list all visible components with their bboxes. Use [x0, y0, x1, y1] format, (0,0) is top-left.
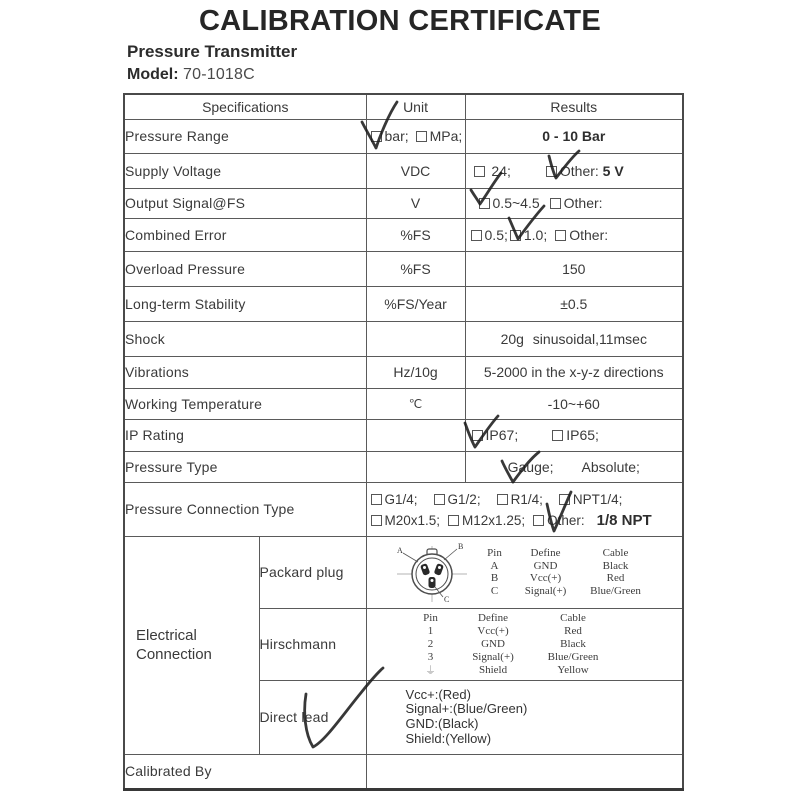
checkbox-option-r14: R1/4; [497, 492, 543, 507]
spec-label: Supply Voltage [124, 153, 366, 188]
checkbox-icon [555, 230, 566, 241]
spec-label: Pressure Type [124, 451, 366, 482]
spec-label: Combined Error [124, 218, 366, 251]
specifications-table [123, 93, 684, 791]
row-working-temperature [124, 388, 683, 419]
checkbox-icon [471, 230, 482, 241]
model-value: 70-1018C [183, 66, 255, 83]
result-value: 0 - 10 Bar [465, 119, 683, 153]
row-supply-voltage [124, 153, 683, 188]
direct-lead-wiring: Vcc+:(Red) Signal+:(Blue/Green) GND:(Black) Shield:(Yellow) [405, 686, 528, 746]
unit-value: Hz/10g [366, 356, 465, 388]
packard-plug-diagram [391, 540, 473, 604]
row-vibrations [124, 356, 683, 388]
checkbox-icon [497, 494, 508, 505]
checkbox-icon [510, 230, 521, 241]
checkbox-option-05: 0.5; [471, 227, 508, 243]
model-line [127, 66, 255, 84]
unit-empty [366, 419, 465, 451]
spec-label: Shock [124, 321, 366, 356]
row-longterm-stability [124, 286, 683, 321]
spec-label: Working Temperature [124, 388, 366, 419]
checkbox-icon [559, 494, 570, 505]
row-output-signal [124, 188, 683, 218]
spec-label: IP Rating [124, 419, 366, 451]
row-overload-pressure [124, 251, 683, 286]
unit-value: V [366, 188, 465, 218]
checkbox-option-other: Other: [533, 513, 585, 528]
row-packard-plug [124, 536, 683, 608]
spec-label: Long-term Stability [124, 286, 366, 321]
option-gauge: Gauge; [507, 458, 554, 475]
checkbox-option-ip65: IP65; [552, 427, 599, 443]
row-ip-rating [124, 419, 683, 451]
checkbox-option-10: 1.0; [510, 227, 547, 243]
checkbox-icon [448, 515, 459, 526]
spec-label: Overload Pressure [124, 251, 366, 286]
direct-lead-label: Direct lead [259, 680, 366, 754]
hirschmann-pinout-table: Pin Define Cable 1 Vcc(+) Red 2 GND Black 3 Signal(+) Blue/Green ⏚ Shield Yellow [411, 612, 683, 677]
pin-label-b: B [457, 542, 463, 551]
row-combined-error [124, 218, 683, 251]
row-pressure-connection [124, 482, 683, 536]
header-specifications: Specifications [124, 94, 366, 119]
unit-empty [366, 451, 465, 482]
unit-value: %FS [366, 251, 465, 286]
ground-symbol: ⏚ [425, 663, 437, 677]
electrical-connection-label: Electrical Connection [136, 626, 212, 663]
checkbox-option-g14: G1/4; [371, 492, 418, 507]
checkbox-option-0545: 0.5~4.5 [479, 195, 540, 211]
spec-label: Pressure Connection Type [124, 482, 366, 536]
checkbox-icon [371, 515, 382, 526]
checkbox-option-bar: bar; [371, 128, 409, 144]
checkbox-icon [552, 430, 563, 441]
result-value: 20g sinusoidal,11msec [465, 321, 683, 356]
calibrated-by-label: Calibrated By [124, 754, 366, 789]
other-value: 5 V [602, 162, 624, 179]
unit-value [366, 321, 465, 356]
checkbox-icon [371, 494, 382, 505]
model-label: Model: [127, 66, 179, 83]
row-calibrated-by [124, 754, 683, 789]
packard-plug-label: Packard plug [259, 536, 366, 608]
result-value: ±0.5 [465, 286, 683, 321]
checkbox-option-other: Other: 5 V [546, 163, 624, 179]
result-value: 150 [465, 251, 683, 286]
unit-value: %FS/Year [366, 286, 465, 321]
checkbox-icon [472, 430, 483, 441]
connection-options-line2 [371, 512, 683, 529]
pin-label-c: C [443, 595, 449, 604]
checkbox-icon [533, 515, 544, 526]
checkbox-option-mpa: MPa; [416, 128, 463, 144]
checkbox-option-ip67: IP67; [472, 427, 519, 443]
checkbox-icon [416, 131, 427, 142]
option-absolute: Absolute; [581, 458, 640, 475]
packard-pinout-table: Pin Define Cable A GND Black B Vcc(+) Red C Signal(+) Blue/Green [487, 547, 641, 597]
checkbox-icon [546, 166, 557, 177]
spec-label: Output Signal@FS [124, 188, 366, 218]
checkbox-option-m12: M12x1.25; [448, 513, 525, 528]
unit-value: VDC [366, 153, 465, 188]
row-pressure-type [124, 451, 683, 482]
checkbox-icon [479, 198, 490, 209]
header-results: Results [465, 94, 683, 119]
header-unit: Unit [366, 94, 465, 119]
checkbox-option-m20: M20x1.5; [371, 513, 441, 528]
checkbox-icon [474, 166, 485, 177]
table-header-row [124, 94, 683, 119]
checkbox-option-other: Other: [550, 195, 603, 211]
product-subtitle: Pressure Transmitter [127, 42, 298, 61]
checkbox-option-other: Other: [555, 227, 608, 243]
result-value: 5-2000 in the x-y-z directions [465, 356, 683, 388]
hirschmann-label: Hirschmann [259, 608, 366, 680]
calibrated-by-value [366, 754, 683, 789]
row-pressure-range [124, 119, 683, 153]
checkbox-option-24: 24; [474, 163, 511, 179]
result-value: -10~+60 [465, 388, 683, 419]
checkbox-icon [434, 494, 445, 505]
unit-value: %FS [366, 218, 465, 251]
pin-label-a: A [396, 546, 403, 555]
checkbox-option-npt14: NPT1/4; [559, 492, 623, 507]
other-value: 1/8 NPT [596, 511, 652, 529]
page-title: CALIBRATION CERTIFICATE [198, 5, 602, 37]
checkbox-icon [371, 131, 382, 142]
checkbox-icon [550, 198, 561, 209]
spec-label: Vibrations [124, 356, 366, 388]
spec-label: Pressure Range [124, 119, 366, 153]
connection-options-line1 [371, 492, 683, 507]
row-shock [124, 321, 683, 356]
checkbox-option-g12: G1/2; [434, 492, 481, 507]
unit-value: ℃ [366, 388, 465, 419]
